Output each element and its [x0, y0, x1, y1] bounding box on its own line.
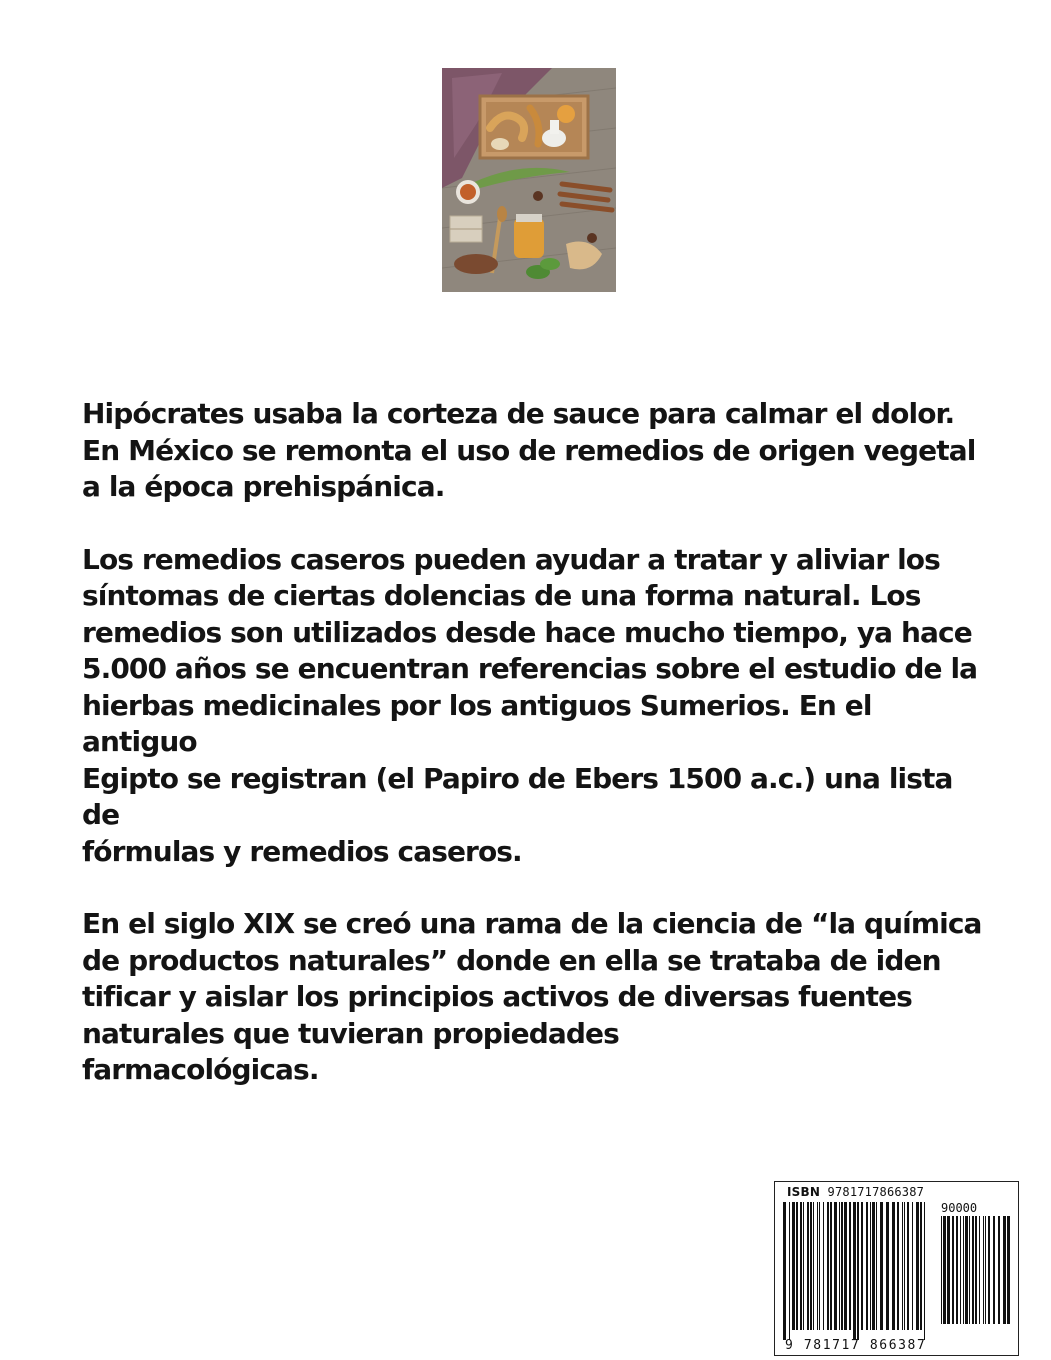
isbn-number: 9781717866387	[827, 1185, 925, 1199]
paragraph-home-remedies: Los remedios caseros pueden ayudar a tratar y aliviar los síntomas de ciertas dolencias de una forma natural. Los remedios son utilizados desde hace mucho tiempo, ya hace 5.000 años se encuentran referencias sobre el estudio de la hierbas medicinales por los antiguos Sumerios. En el antiguo Egipto se registran (el Papiro de Ebers 1500 a.c.) una lista de fórmulas y remedios caseros.	[82, 542, 978, 868]
back-cover-text	[82, 396, 987, 1125]
paragraph-hippocrates: Hipócrates usaba la corteza de sauce para calmar el dolor. En México se remonta el uso de remedios de origen vegetal a la época prehispánica.	[82, 397, 976, 503]
isbn-label: ISBN 9781717866387	[787, 1185, 925, 1199]
barcode-digits: 9 781717 866387	[785, 1338, 927, 1353]
paragraph-natural-chemistry: En el siglo XIX se creó una rama de la ciencia de “la química de productos naturales” donde en ella se trataba de iden tificar y aislar los principios activos de diversas fuentes naturales que tuvieran propiedades farmacológicas.	[82, 907, 982, 1086]
barcode-bars	[781, 1202, 931, 1340]
price-code: 90000	[941, 1201, 978, 1215]
barcode-addon-bars	[939, 1216, 1011, 1334]
isbn-barcode	[774, 1181, 1019, 1356]
cover-photo-herbal-remedies	[442, 68, 616, 292]
